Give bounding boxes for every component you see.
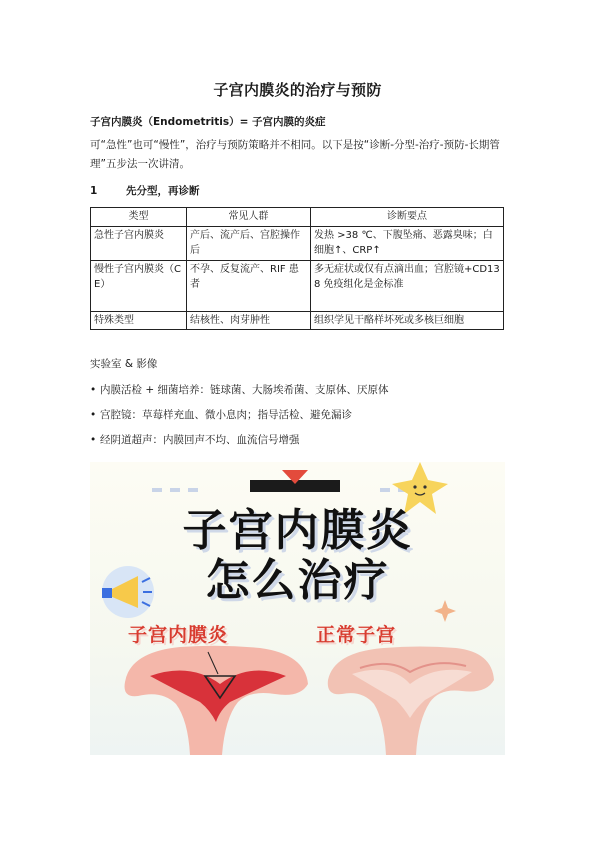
- list-item: [90, 383, 388, 408]
- table-cell: 结核性、肉芽肿性: [187, 311, 311, 330]
- inflamed-uterus-icon: [125, 646, 308, 755]
- page-title: 子宫内膜炎的治疗与预防: [213, 81, 382, 99]
- section-number: 1: [90, 185, 98, 197]
- list-item-text: 宫腔镜：草莓样充血、微小息肉；指导活检、避免漏诊: [100, 409, 352, 421]
- list-item-text: 内膜活检 + 细菌培养：链球菌、大肠埃希菌、支原体、厌原体: [100, 384, 389, 396]
- section-title: 先分型，再诊断: [126, 185, 200, 197]
- types-table: [90, 207, 504, 330]
- table-header: 类型: [91, 208, 187, 227]
- section-heading: [90, 183, 200, 198]
- list-item: [90, 408, 388, 433]
- table-cell: 不孕、反复流产、RIF 患者: [187, 260, 311, 311]
- uterus-illustration: [90, 462, 505, 755]
- table-cell: 急性子宫内膜炎: [91, 226, 187, 260]
- table-cell: 特殊类型: [91, 311, 187, 330]
- table-cell: 发热 >38 ℃、下腹坠痛、恶露臭味；白细胞↑、CRP↑: [311, 226, 504, 260]
- table-cell: 多无症状或仅有点滴出血；宫腔镜+CD138 免疫组化是金标准: [311, 260, 504, 311]
- table-header: 常见人群: [187, 208, 311, 227]
- bullet-icon: •: [90, 384, 97, 396]
- table-cell: 组织学见干酪样坏死或多核巨细胞: [311, 311, 504, 330]
- label-inflamed: 子宫内膜炎: [128, 624, 229, 646]
- table-row: [91, 226, 504, 260]
- list-item-text: 经阴道超声：内膜回声不均、血流信号增强: [100, 434, 300, 446]
- table-row: [91, 311, 504, 330]
- table-header-row: [91, 208, 504, 227]
- bullet-icon: •: [90, 434, 97, 446]
- table-cell: 慢性子宫内膜炎（CE）: [91, 260, 187, 311]
- bullet-icon: •: [90, 409, 97, 421]
- list-item: [90, 433, 388, 458]
- illustration-title-line1: 子宫内膜炎: [182, 505, 413, 556]
- table-row: [91, 260, 504, 311]
- intro-paragraph: 可“急性”也可“慢性”，治疗与预防策略并不相同。以下是按“诊断-分型-治疗-预防-长期管理”五步法一次讲清。: [90, 139, 500, 170]
- lab-list: [90, 383, 388, 458]
- label-normal: 正常子宫: [316, 624, 397, 646]
- subtitle: 子宫内膜炎（Endometritis）= 子宫内膜的炎症: [90, 116, 326, 128]
- table-cell: 产后、流产后、宫腔操作后: [187, 226, 311, 260]
- lab-heading: 实验室 & 影像: [90, 358, 158, 370]
- normal-uterus-icon: [328, 647, 494, 756]
- table-header: 诊断要点: [311, 208, 504, 227]
- illustration-title-line2: 怎么治疗: [205, 555, 390, 606]
